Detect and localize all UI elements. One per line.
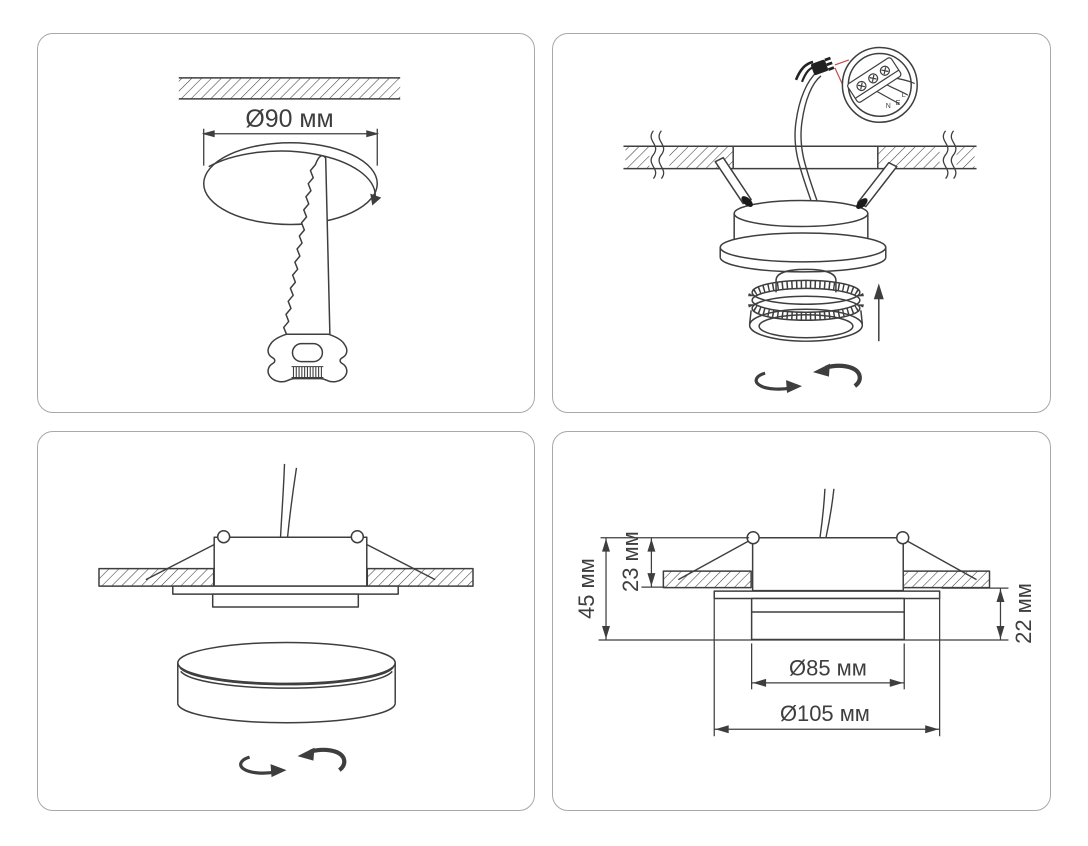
lamp-diameter-label: Ø85 мм bbox=[789, 655, 867, 681]
rotation-arc-icon bbox=[209, 151, 376, 197]
cut-hole-ellipse bbox=[204, 143, 382, 225]
lamp-install-drawing bbox=[38, 432, 534, 810]
terminal-label-neutral: N bbox=[885, 102, 891, 110]
dimension-drawing bbox=[553, 432, 1050, 810]
trim-diameter-label: Ø105 мм bbox=[779, 701, 870, 727]
ceiling-section-hatch bbox=[179, 78, 400, 99]
panel-step4-dimensions bbox=[552, 431, 1051, 811]
drywall-saw bbox=[268, 156, 347, 382]
panel-step1-cut-hole bbox=[37, 33, 535, 413]
visible-height-label: 22 мм bbox=[1010, 583, 1036, 644]
terminal-label-live: L bbox=[901, 91, 906, 99]
clip-pivot bbox=[218, 531, 230, 543]
supply-wire bbox=[795, 72, 821, 201]
supply-wire bbox=[820, 489, 834, 538]
wire-connector-icon bbox=[796, 57, 834, 82]
knurl-ring-top bbox=[752, 284, 860, 296]
total-height-label: 45 мм bbox=[574, 558, 600, 619]
housing-body bbox=[720, 201, 886, 272]
terminal-block-magnifier bbox=[842, 47, 919, 122]
hole-diameter-label: Ø90 мм bbox=[245, 104, 334, 133]
gx53-lamp bbox=[178, 642, 395, 722]
recess-depth-label: 23 мм bbox=[617, 531, 643, 592]
panel-step3-install-lamp bbox=[37, 431, 535, 811]
insert-up-arrow-icon bbox=[874, 283, 884, 341]
panel-step2-wiring-insert bbox=[552, 33, 1051, 413]
gx53-lamp bbox=[750, 269, 863, 341]
lamp-body bbox=[752, 599, 905, 640]
clip-pivot bbox=[897, 532, 909, 544]
cut-hole-drawing bbox=[38, 34, 534, 412]
clip-pivot bbox=[351, 531, 363, 543]
supply-wire bbox=[281, 464, 297, 538]
lamp-holder bbox=[213, 594, 359, 607]
trim-ring bbox=[173, 586, 398, 594]
ceiling-section-hatch bbox=[623, 131, 976, 179]
wiring-drawing bbox=[553, 34, 1050, 412]
trim-ring bbox=[714, 591, 939, 598]
hole-dimension bbox=[202, 129, 380, 166]
saw-grip-texture bbox=[291, 367, 323, 378]
terminal-label-earth: E bbox=[895, 99, 901, 107]
rotate-arrows-icon bbox=[241, 748, 345, 777]
rotate-arrows-icon bbox=[756, 364, 860, 393]
